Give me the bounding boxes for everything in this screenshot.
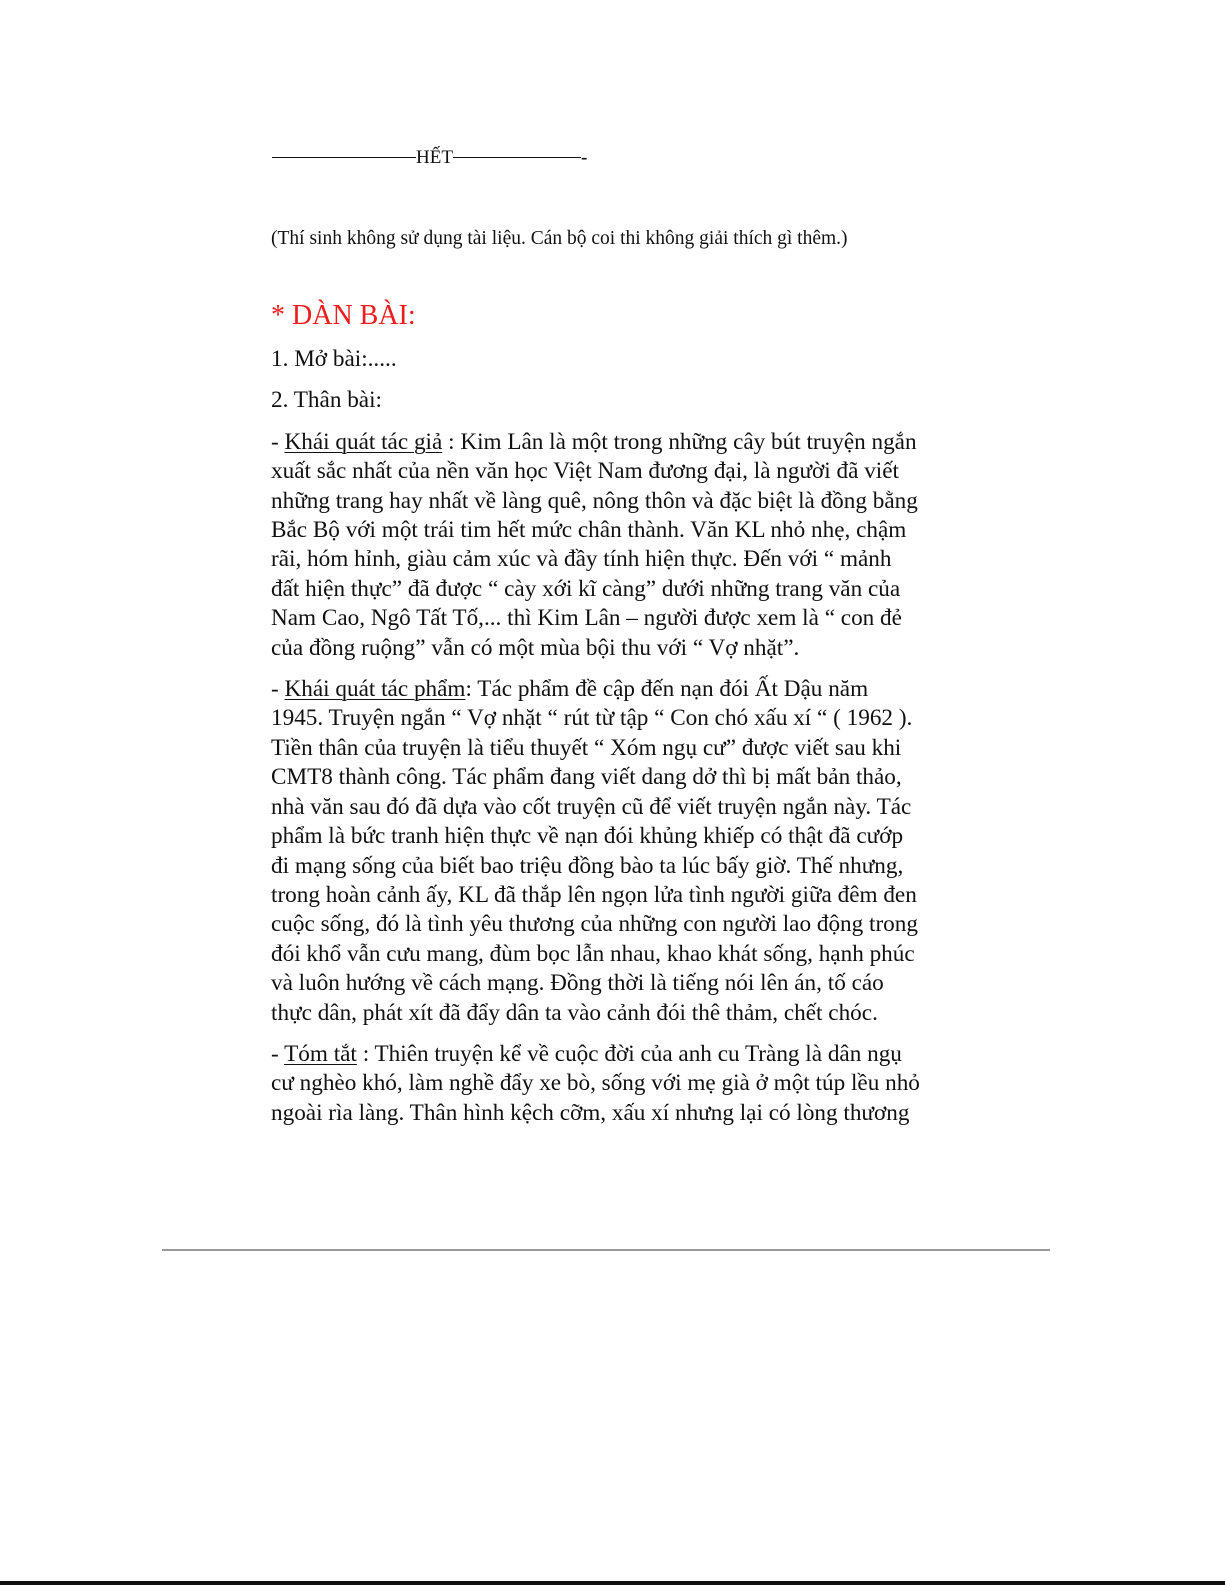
section-work-line: : Tác phẩm đề cập đến nạn đói Ất Dậu năm: [465, 676, 869, 703]
section-author-line: xuất sắc nhất của nền văn học Việt Nam đương đại, là người đã viết: [271, 458, 899, 485]
section-work-line: thực dân, phát xít đã đẩy dân ta vào cảnh đói thê thảm, chết chóc.: [271, 999, 878, 1026]
end-marker-tail: -: [580, 147, 588, 168]
section-work: [271, 675, 951, 1028]
section-author-line: của đồng ruộng” vẫn có một mùa bội thu với “ Vợ nhặt”.: [271, 634, 800, 661]
section-author: [271, 428, 951, 663]
section-work-line: Tiền thân của truyện là tiểu thuyết “ Xóm ngụ cư” được viết sau khi: [271, 734, 902, 761]
section-summary-line: cư nghèo khó, làm nghề đẩy xe bò, sống với mẹ già ở một túp lều nhỏ: [271, 1070, 920, 1097]
section-work-line: 1945. Truyện ngắn “ Vợ nhặt “ rút từ tập “ Con chó xấu xí “ ( 1962 ).: [271, 705, 913, 732]
section-author-line: Nam Cao, Ngô Tất Tố,... thì Kim Lân – người được xem là “ con đẻ: [271, 605, 902, 632]
section-work-line: và luôn hướng về cách mạng. Đồng thời là tiếng nói lên án, tố cáo: [271, 970, 884, 997]
end-marker-dash-right: [453, 157, 581, 158]
section-author-line: Bắc Bộ với một trái tim hết mức chân thành. Văn KL nhỏ nhẹ, chậm: [271, 517, 907, 544]
section-work-line: đói khổ vẫn cưu mang, đùm bọc lẫn nhau, khao khát sống, hạnh phúc: [271, 940, 915, 967]
outline-item-body: 2. Thân bài:: [271, 387, 382, 414]
section-author-line: rãi, hóm hỉnh, giàu cảm xúc và đầy tính hiện thực. Đến với “ mảnh: [271, 546, 892, 573]
section-work-line: CMT8 thành công. Tác phẩm đang viết dang dở thì bị mất bản thảo,: [271, 764, 902, 791]
section-work-prefix: -: [271, 676, 285, 703]
section-summary-prefix: -: [271, 1040, 285, 1067]
page-bottom-edge: [0, 1581, 1225, 1585]
end-marker-dash-left: [272, 157, 416, 158]
section-work-first-line: [271, 675, 951, 704]
section-author-title: Khái quát tác giả: [284, 428, 443, 455]
exam-note: (Thí sinh không sử dụng tài liệu. Cán bộ coi thi không giải thích gì thêm.): [271, 228, 848, 249]
section-summary-line: ngoài rìa làng. Thân hình kệch cỡm, xấu xí nhưng lại có lòng thương: [271, 1099, 910, 1126]
section-summary-first-line: [271, 1040, 951, 1069]
section-author-line: : Kim Lân là một trong những cây bút truyện ngắn: [442, 428, 917, 455]
section-author-line: những trang hay nhất về làng quê, nông thôn và đặc biệt là đồng bằng: [271, 487, 918, 514]
section-author-prefix: -: [271, 428, 285, 455]
section-summary: [271, 1040, 951, 1128]
outline-item-intro: 1. Mở bài:.....: [271, 346, 397, 372]
section-work-line: cuộc sống, đó là tình yêu thương của những con người lao động trong: [271, 911, 918, 938]
section-summary-title: Tóm tắt: [284, 1040, 357, 1067]
outline-heading: * DÀN BÀI:: [271, 300, 416, 331]
section-author-first-line: [271, 428, 951, 457]
section-work-title: Khái quát tác phẩm: [284, 676, 466, 703]
section-work-line: phẩm là bức tranh hiện thực về nạn đói khủng khiếp có thật đã cướp: [271, 823, 904, 850]
end-marker: [272, 146, 587, 170]
section-work-line: nhà văn sau đó đã dựa vào cốt truyện cũ để viết truyện ngắn này. Tác: [271, 793, 912, 820]
page-footer-rule: [162, 1249, 1050, 1251]
section-work-line: trong hoàn cảnh ấy, KL đã thắp lên ngọn lửa tình người giữa đêm đen: [271, 881, 917, 908]
section-author-line: đất hiện thực” đã được “ cày xới kĩ càng” dưới những trang văn của: [271, 575, 901, 602]
section-summary-line: : Thiên truyện kể về cuộc đời của anh cu Tràng là dân ngụ: [356, 1040, 902, 1067]
outline-body: [271, 345, 951, 1140]
section-work-line: đi mạng sống của biết bao triệu đồng bào ta lúc bấy giờ. Thế nhưng,: [271, 852, 904, 879]
end-marker-label: HẾT: [416, 147, 453, 168]
